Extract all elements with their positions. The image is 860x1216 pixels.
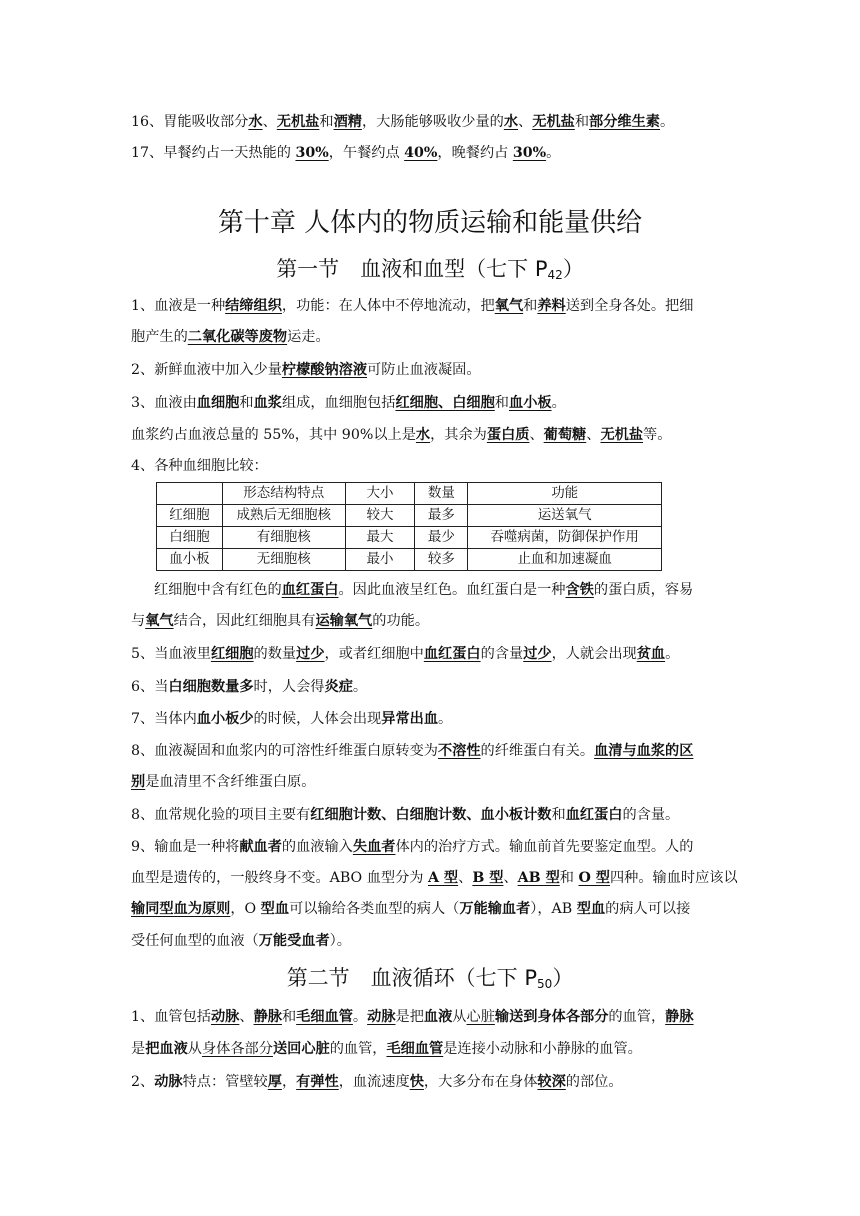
keyword: 动脉	[210, 1009, 240, 1025]
table-header-cell: 大小	[345, 483, 415, 505]
keyword: 较深	[537, 1074, 566, 1090]
s2-item-1-line-2	[131, 1039, 734, 1059]
keyword: 毛细血管	[386, 1041, 444, 1057]
table-header-cell: 形态结构特点	[222, 483, 345, 505]
chapter-title: 第十章 人体内的物质运输和能量供给	[217, 208, 643, 238]
text: 的时候，人体会出现	[253, 711, 382, 727]
keyword: 输同型血为原则	[131, 901, 231, 917]
text: 9、输血是一种将	[131, 839, 240, 855]
table-row	[157, 527, 662, 549]
keyword: 动脉	[154, 1074, 183, 1090]
page-number: 42	[547, 268, 563, 282]
keyword: A 型	[427, 870, 459, 886]
keyword: B 型	[472, 870, 504, 886]
keyword: 蛋白质	[486, 427, 530, 443]
text: 从	[452, 1009, 467, 1025]
s1-item-5	[131, 644, 734, 664]
rbc-paragraph-line-1	[154, 580, 734, 600]
text: ，其余为	[430, 427, 487, 443]
text: ，	[281, 1074, 297, 1090]
keyword: 血红蛋白	[423, 646, 481, 662]
text: 时，人会得	[253, 679, 325, 695]
keyword: 运输氧气	[315, 613, 373, 629]
keyword: 血液	[423, 1009, 453, 1025]
text: 、	[503, 870, 518, 886]
text: 的数量	[253, 646, 297, 662]
keyword: 送回心脏	[272, 1041, 330, 1057]
keyword: 养料	[537, 298, 566, 314]
keyword: 血小板	[509, 395, 552, 411]
text: 的蛋白质，容易	[593, 582, 694, 598]
s1-item-2	[131, 360, 734, 380]
text: ，O	[230, 901, 261, 917]
table-cell: 有细胞核	[222, 527, 345, 549]
text: 、	[529, 427, 544, 443]
s1-item-1-line-1	[131, 296, 734, 316]
section-title-text: ）	[552, 966, 574, 990]
table-header-cell	[157, 483, 223, 505]
text: 8、血常规化验的项目主要有	[131, 807, 311, 823]
text: ，午餐约点	[328, 145, 405, 161]
text: 的含量	[480, 646, 524, 662]
keyword: 把血液	[145, 1041, 188, 1057]
keyword: 血红蛋白	[281, 582, 339, 598]
keyword: 快	[409, 1074, 424, 1090]
keyword: 血浆	[253, 395, 282, 411]
text: 、	[262, 114, 277, 130]
text: 是血清里不含纤维蛋白原。	[145, 774, 316, 790]
text: ，血流速度	[338, 1074, 410, 1090]
section-title-text: 第一节 血液和血型（七下 P	[276, 257, 548, 281]
table-cell: 吞噬病菌，防御保护作用	[468, 527, 662, 549]
text: ，人就会出现	[551, 646, 637, 662]
keyword: 氧气	[494, 298, 524, 314]
s1-item-1-line-2	[131, 327, 734, 347]
s1-item-9-line-4	[131, 931, 734, 951]
keyword: 血清与血浆的区	[594, 743, 694, 759]
keyword: 葡萄糖	[543, 427, 587, 443]
keyword: 型血	[260, 901, 290, 917]
keyword: AB 型	[517, 870, 560, 886]
text: 送到全身各处。把细	[565, 298, 694, 314]
text: 7、当体内	[131, 711, 197, 727]
text: 的血管，	[608, 1009, 666, 1025]
table-cell: 白细胞	[157, 527, 223, 549]
text: 是连接小动脉和小静脉的血管。	[443, 1041, 642, 1057]
text: 的功能。	[372, 613, 430, 629]
text: 。	[352, 679, 368, 695]
keyword: 白细胞数量多	[168, 679, 254, 695]
text: ，功能：在人体中不停地流动，把	[281, 298, 495, 314]
text: ，晚餐约占	[437, 145, 513, 161]
text: 胞产生的	[131, 329, 188, 345]
text: 和	[574, 114, 590, 130]
text: 红细胞中含有红色的	[154, 582, 282, 598]
item-16	[131, 112, 734, 132]
keyword: 不溶性	[437, 743, 481, 759]
keyword: 有弹性	[296, 1074, 339, 1090]
table-cell: 最多	[415, 505, 468, 527]
text: 等。	[643, 427, 672, 443]
s2-item-2	[131, 1072, 734, 1092]
table-header-cell: 功能	[468, 483, 662, 505]
text: 可以输给各类血型的病人（	[289, 901, 460, 917]
keyword: 水	[248, 114, 263, 130]
keyword: 水	[503, 114, 519, 130]
table-cell: 止血和加速凝血	[468, 549, 662, 571]
text: 运走。	[287, 329, 330, 345]
text: 和	[494, 395, 509, 411]
text: 3、血液由	[131, 395, 197, 411]
text: 。	[438, 711, 453, 727]
keyword: 异常出血	[381, 711, 439, 727]
text: 、	[518, 114, 533, 130]
text: ，大多分布在身体	[423, 1074, 538, 1090]
section-title-text: 第二节 血液循环（七下 P	[286, 966, 538, 990]
text: 四种。输血时应该以	[609, 870, 738, 886]
text: 16、胃能吸收部分	[131, 114, 249, 130]
s1-item-4: 4、各种血细胞比较：	[131, 458, 268, 474]
keyword: 含铁	[565, 582, 594, 598]
s1-item-6	[131, 677, 734, 697]
text: 的血液输入	[281, 839, 353, 855]
keyword: 氧气	[145, 613, 174, 629]
keyword: 过少	[523, 646, 552, 662]
text: 与	[131, 613, 146, 629]
section-title-text: ）	[562, 257, 584, 281]
text: 8、血液凝固和血浆内的可溶性纤维蛋白原转变为	[131, 743, 438, 759]
s1-item-8a-line-2	[131, 772, 734, 792]
text: 1、血液是一种	[131, 298, 226, 314]
table-cell: 红细胞	[157, 505, 223, 527]
s1-item-9-line-3	[131, 899, 734, 919]
text: 1、血管包括	[131, 1009, 211, 1025]
keyword: 水	[415, 427, 431, 443]
keyword: 炎症	[324, 679, 353, 695]
text: ），AB	[530, 901, 577, 917]
text: 。	[546, 145, 561, 161]
keyword: 红细胞计数、白细胞计数、血小板计数	[310, 807, 552, 823]
text: ，或者红细胞中	[324, 646, 424, 662]
text: ）。	[329, 933, 351, 949]
text: 受任何血型的血液（	[131, 933, 259, 949]
text: 。	[659, 114, 675, 130]
text: 是把	[395, 1009, 424, 1025]
keyword: 贫血	[636, 646, 666, 662]
table-cell: 较大	[345, 505, 415, 527]
text: 、	[458, 870, 473, 886]
keyword: 身体各部分	[201, 1041, 273, 1057]
s1-item-7	[131, 709, 734, 729]
keyword: 无机盐	[600, 427, 644, 443]
text: 可防止血液凝固。	[367, 362, 481, 378]
keyword: O 型	[578, 870, 610, 886]
s1-item-9-line-2	[131, 868, 738, 888]
table-cell: 较多	[415, 549, 468, 571]
page-number: 50	[537, 977, 553, 991]
table-cell: 最少	[415, 527, 468, 549]
keyword: 静脉	[665, 1009, 694, 1025]
keyword: 红细胞、白细胞	[395, 395, 495, 411]
text: 是	[131, 1041, 146, 1057]
text: 体内的治疗方式。输血前首先要鉴定血型。人的	[395, 839, 694, 855]
section-2-title	[0, 962, 860, 1000]
keyword: 献血者	[239, 839, 282, 855]
keyword: 动脉	[367, 1009, 396, 1025]
text: 。	[551, 395, 566, 411]
text: 组成，血细胞包括	[281, 395, 396, 411]
keyword: 型血	[576, 901, 606, 917]
rbc-paragraph-line-2	[131, 611, 734, 631]
text: 和	[551, 807, 566, 823]
keyword: 失血者	[352, 839, 396, 855]
text: 、	[239, 1009, 254, 1025]
keyword: 红细胞	[210, 646, 254, 662]
table-row	[157, 505, 662, 527]
text: 和	[239, 395, 254, 411]
text: 、	[586, 427, 601, 443]
item-17	[131, 143, 734, 163]
table-cell: 最小	[345, 549, 415, 571]
s1-item-8b	[131, 805, 734, 825]
text: 血型是遗传的，一般终身不变。ABO 血型分为	[131, 870, 428, 886]
blood-cell-table	[156, 482, 662, 571]
text: 和	[523, 298, 538, 314]
text: 的部位。	[565, 1074, 623, 1090]
table-cell: 血小板	[157, 549, 223, 571]
text: 和	[319, 114, 334, 130]
table-cell: 运送氧气	[468, 505, 662, 527]
text: 的含量。	[622, 807, 680, 823]
keyword: 静脉	[253, 1009, 282, 1025]
table-row	[157, 549, 662, 571]
s1-item-3	[131, 393, 734, 413]
keyword: 心脏	[466, 1009, 495, 1025]
s2-item-1-line-1	[131, 1007, 734, 1027]
keyword: 万能输血者	[459, 901, 531, 917]
text: 。因此血液呈红色。血红蛋白是一种	[338, 582, 566, 598]
s1-plasma-line	[131, 425, 734, 445]
keyword: 40%	[404, 145, 438, 161]
keyword: 毛细血管	[296, 1009, 353, 1025]
text: 2、	[131, 1074, 155, 1090]
keyword: 别	[131, 774, 146, 790]
text: 的纤维蛋白有关。	[480, 743, 595, 759]
keyword: 柠檬酸钠溶液	[281, 362, 368, 378]
table-cell: 成熟后无细胞核	[222, 505, 345, 527]
table-header-cell: 数量	[415, 483, 468, 505]
keyword: 结缔组织	[225, 298, 282, 314]
text: 从	[187, 1041, 202, 1057]
keyword: 厚	[267, 1074, 282, 1090]
text: 的病人可以接	[605, 901, 691, 917]
keyword: 血细胞	[196, 395, 240, 411]
text: 5、当血液里	[131, 646, 211, 662]
text: 。	[665, 646, 680, 662]
text: 的血管，	[329, 1041, 387, 1057]
text: 血浆约占血液总量的 55%，其中 90%以上是	[131, 427, 416, 443]
keyword: 部分维生素	[589, 114, 660, 130]
keyword: 无机盐	[532, 114, 575, 130]
s1-item-8a-line-1	[131, 741, 734, 761]
keyword: 无机盐	[276, 114, 320, 130]
keyword: 30%	[295, 145, 329, 161]
keyword: 酒精	[333, 114, 362, 130]
keyword: 输送到身体各部分	[494, 1009, 609, 1025]
text: 17、早餐约占一天热能的	[131, 145, 296, 161]
s1-item-9-line-1	[131, 837, 734, 857]
text: 和	[559, 870, 579, 886]
table-cell: 无细胞核	[222, 549, 345, 571]
keyword: 万能受血者	[258, 933, 330, 949]
table-header-row	[157, 483, 662, 505]
text: 。	[352, 1009, 368, 1025]
keyword: 二氧化碳等废物	[187, 329, 288, 345]
keyword: 30%	[512, 145, 547, 161]
keyword: 过少	[296, 646, 325, 662]
text: 结合，因此红细胞具有	[173, 613, 316, 629]
keyword: 血小板少	[196, 711, 254, 727]
section-1-title	[0, 253, 860, 291]
table-cell: 最大	[345, 527, 415, 549]
text: 2、新鲜血液中加入少量	[131, 362, 282, 378]
text: 特点：管壁较	[182, 1074, 268, 1090]
text: 和	[281, 1009, 297, 1025]
text: 6、当	[131, 679, 169, 695]
text: ，大肠能够吸收少量的	[361, 114, 504, 130]
keyword: 血红蛋白	[565, 807, 623, 823]
